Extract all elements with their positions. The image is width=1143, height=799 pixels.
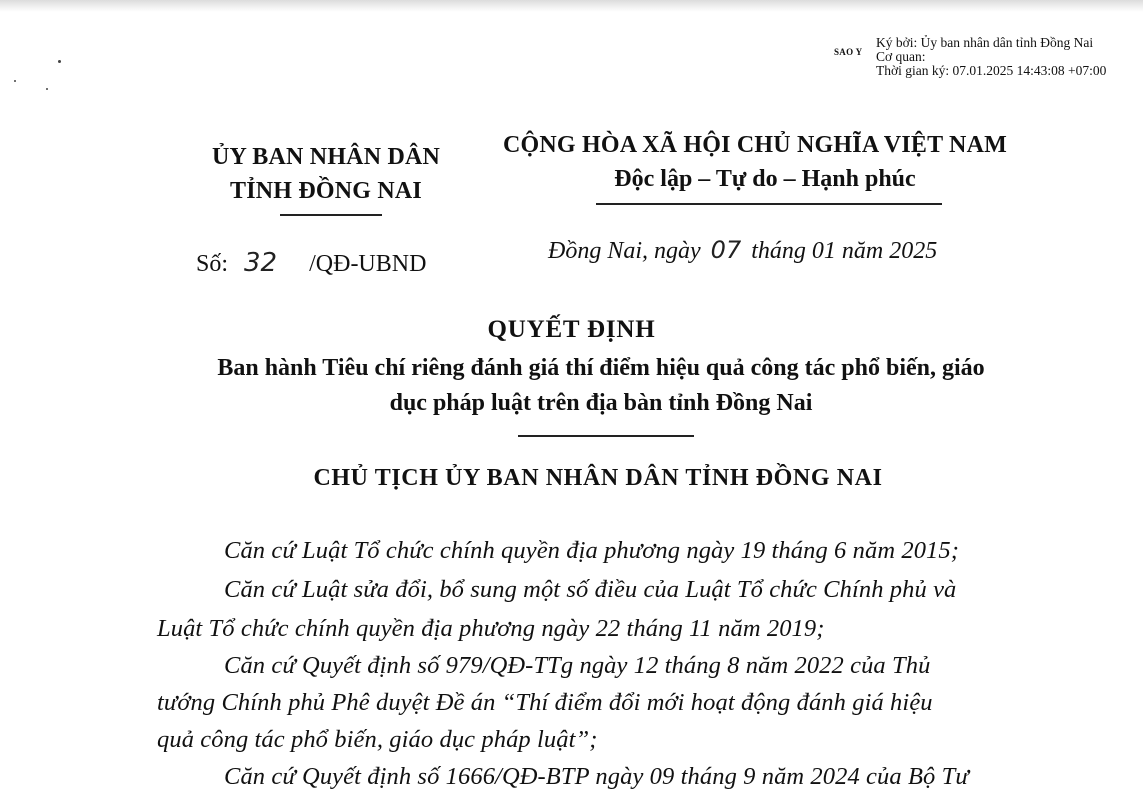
issuing-authority: CHỦ TỊCH ỦY BAN NHÂN DÂN TỈNH ĐỒNG NAI <box>313 465 883 491</box>
date-line <box>548 236 937 265</box>
legal-basis-line: Căn cứ Luật sửa đổi, bổ sung một số điều của Luật Tổ chức Chính phủ và <box>224 576 957 603</box>
scan-edge-shadow <box>0 0 1143 12</box>
subject-underline <box>518 435 694 437</box>
motto-underline <box>596 203 942 205</box>
legal-basis-line: quả công tác phổ biến, giáo dục pháp luật”; <box>157 726 598 753</box>
scan-speck <box>46 88 48 90</box>
document-number-label: Số: <box>196 251 229 277</box>
scan-speck <box>58 60 61 63</box>
agency-name-line1: ỦY BAN NHÂN DÂN <box>211 144 441 170</box>
document-subject-line2: dục pháp luật trên địa bàn tỉnh Đồng Nai <box>389 390 813 416</box>
national-title: CỘNG HÒA XÃ HỘI CHỦ NGHĨA VIỆT NAM <box>503 132 1007 158</box>
handwritten-day: 07 <box>710 236 742 264</box>
copy-stamp-label: SAO Y <box>834 47 863 57</box>
document-title: QUYẾT ĐỊNH <box>487 316 656 343</box>
agency-name-line2: TỈNH ĐỒNG NAI <box>230 178 422 204</box>
scan-speck <box>14 80 16 82</box>
legal-basis-line: Luật Tổ chức chính quyền địa phương ngày 22 tháng 11 năm 2019; <box>157 615 825 642</box>
document-number <box>196 248 426 278</box>
handwritten-document-number: 32 <box>244 248 278 278</box>
legal-basis-line: Căn cứ Luật Tổ chức chính quyền địa phương ngày 19 tháng 6 năm 2015; <box>224 537 960 564</box>
date-place: Đồng Nai, ngày <box>548 238 701 264</box>
agency-underline <box>280 214 382 216</box>
legal-basis-line: Căn cứ Quyết định số 979/QĐ-TTg ngày 12 tháng 8 năm 2022 của Thủ <box>224 652 931 679</box>
date-month-year: tháng 01 năm 2025 <box>751 238 938 264</box>
document-code: /QĐ-UBND <box>309 251 427 277</box>
national-motto: Độc lập – Tự do – Hạnh phúc <box>614 166 916 192</box>
signing-agency-line: Cơ quan: <box>876 49 926 64</box>
signed-by-line: Ký bởi: Ủy ban nhân dân tỉnh Đồng Nai <box>876 35 1094 50</box>
document-subject-line1: Ban hành Tiêu chí riêng đánh giá thí điểm hiệu quả công tác phổ biến, giáo <box>217 355 985 381</box>
legal-basis-line: Căn cứ Quyết định số 1666/QĐ-BTP ngày 09 tháng 9 năm 2024 của Bộ Tư <box>224 763 969 790</box>
legal-basis-line: tướng Chính phủ Phê duyệt Đề án “Thí điểm đổi mới hoạt động đánh giá hiệu <box>157 689 933 716</box>
signing-time-line: Thời gian ký: 07.01.2025 14:43:08 +07:00 <box>876 63 1107 78</box>
